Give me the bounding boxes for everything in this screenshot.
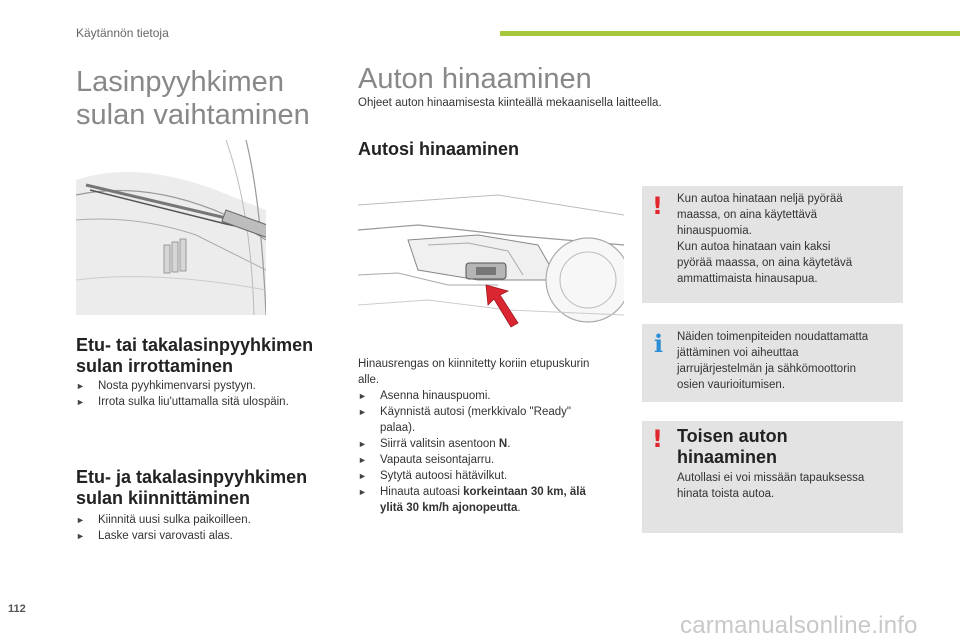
towing-intro: Ohjeet auton hinaamisesta kiinteällä mekaanisella laitteella.: [358, 97, 662, 109]
list-item: ► Käynnistä autosi (merkkivalo "Ready" palaa).: [358, 406, 571, 434]
attach-steps-list: [76, 512, 346, 544]
list-item: ► Siirrä valitsin asentoon N.: [358, 438, 511, 450]
section-title: Käytännön tietoja: [76, 26, 169, 40]
arrow-bullet-icon: ►: [76, 515, 85, 525]
arrow-bullet-icon: ►: [358, 391, 367, 401]
arrow-bullet-icon: ►: [358, 487, 367, 497]
warning-text: Kun autoa hinataan neljä pyörää maassa, on aina käytettävä hinauspuomia. Kun autoa hinataan vain kaksi pyörää maassa, on aina käytetävä ammattimaista hinausapua.: [677, 193, 853, 285]
info-text: Näiden toimenpiteiden noudattamatta jättäminen voi aiheuttaa jarrujärjestelmän ja sähkömoottorin osien vaurioitumisen.: [677, 331, 869, 391]
towing-other-heading: Toisen auton hinaaminen: [677, 426, 788, 467]
towing-title: Auton hinaaminen: [358, 63, 592, 95]
list-item: ► Irrota sulka liu'uttamalla sitä ulospäin.: [76, 396, 289, 408]
towing-steps-list: [358, 388, 628, 516]
hook-location-text: Hinausrengas on kiinnitetty koriin etupuskurin alle.: [358, 358, 590, 386]
towing-other-text: Autollasi ei voi missään tapauksessa hinata toista autoa.: [677, 472, 865, 500]
remove-heading-line-2: sulan irrottaminen: [76, 356, 234, 376]
arrow-bullet-icon: ►: [358, 439, 367, 449]
wiper-title-line-2: sulan vaihtaminen: [76, 99, 310, 131]
list-item: ► Nosta pyyhkimenvarsi pystyyn.: [76, 380, 256, 392]
attach-blade-heading: [76, 467, 307, 509]
list-item: ► Laske varsi varovasti alas.: [76, 530, 233, 542]
info-box-damage: [642, 324, 903, 402]
attach-heading-line-1: Etu- ja takalasinpyyhkimen: [76, 467, 308, 487]
arrow-bullet-icon: ►: [76, 381, 85, 391]
wiper-drawing: [76, 140, 266, 315]
towing-sub-heading: Autosi hinaaminen: [358, 139, 520, 159]
arrow-bullet-icon: ►: [358, 455, 367, 465]
list-item: ► Sytytä autoosi hätävilkut.: [358, 470, 508, 482]
warning-box-towing-wheels: [642, 186, 903, 303]
wiper-illustration: [76, 140, 266, 315]
list-item: ► Kiinnitä uusi sulka paikoilleen.: [76, 514, 251, 526]
attach-heading-line-2: sulan kiinnittäminen: [76, 488, 251, 508]
list-item: ► Vapauta seisontajarru.: [358, 454, 495, 466]
towing-hook-illustration: [358, 185, 624, 330]
arrow-bullet-icon: ►: [358, 407, 367, 417]
warning-box-towing-other: [642, 421, 903, 533]
remove-blade-heading: [76, 335, 313, 377]
watermark: carmanualsonline.info: [680, 612, 918, 639]
remove-steps-list: [76, 378, 346, 410]
header-accent-bar: [500, 31, 960, 36]
warning-icon: !: [652, 192, 663, 220]
wiper-title-line-1: Lasinpyyhkimen: [76, 66, 284, 98]
list-item: ► Asenna hinauspuomi.: [358, 390, 491, 402]
info-icon: i: [654, 329, 664, 358]
wiper-section-title: [76, 66, 310, 132]
warning-icon: !: [652, 425, 663, 453]
arrow-bullet-icon: ►: [76, 397, 85, 407]
page-number: 112: [8, 603, 26, 615]
list-item: ► Hinauta autoasi korkeintaan 30 km, älä ylitä 30 km/h ajonopeutta.: [358, 486, 586, 514]
towing-hook-drawing: [358, 185, 624, 330]
arrow-bullet-icon: ►: [358, 471, 367, 481]
arrow-bullet-icon: ►: [76, 531, 85, 541]
remove-heading-line-1: Etu- tai takalasinpyyhkimen: [76, 335, 314, 355]
